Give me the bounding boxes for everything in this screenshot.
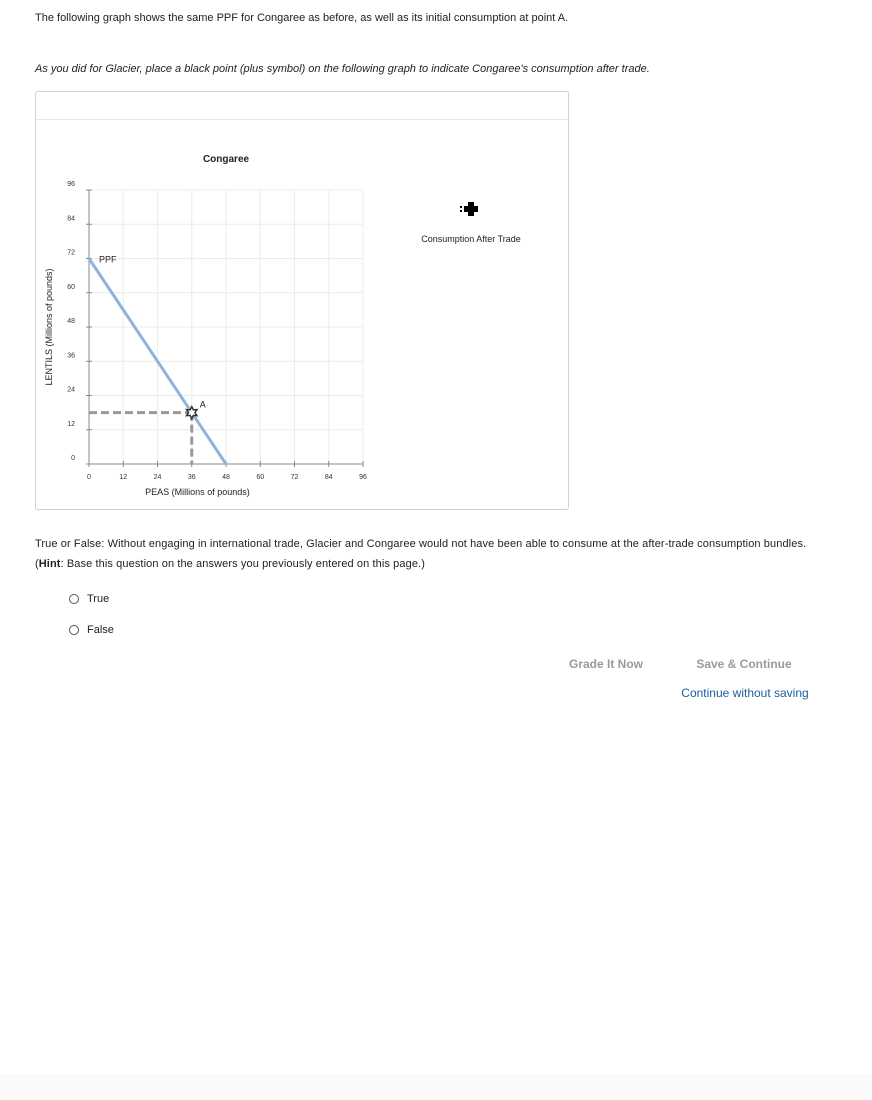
x-tick-label: 48 [222, 474, 230, 481]
grid-layer [89, 190, 363, 464]
y-tick-label: 24 [67, 386, 75, 394]
chart-title: Congaree [202, 154, 250, 165]
y-tick-label: 60 [67, 283, 75, 291]
x-tick-label: 96 [359, 474, 367, 481]
palette-item-label: Consumption After Trade [421, 234, 521, 244]
radio-true-icon[interactable] [69, 594, 79, 604]
intro-text: The following graph shows the same PPF for Congaree as before, as well as its initial consumption at point A. [35, 12, 569, 24]
x-tick-label: 24 [153, 474, 162, 481]
chart-svg[interactable] [36, 92, 570, 511]
y-axis-label: LENTILS (Millions of pounds) [44, 268, 54, 386]
bottom-strip [0, 1074, 872, 1100]
question-suffix: : Base this question on the answers you previously entered on this page.) [60, 558, 425, 570]
x-tick-label: 36 [187, 474, 196, 481]
y-tick-label: 96 [67, 181, 75, 188]
grade-it-now-button[interactable]: Grade It Now [568, 657, 643, 671]
x-tick-label: 72 [290, 474, 299, 481]
axis-layer [44, 154, 367, 497]
option-true[interactable] [69, 593, 109, 605]
y-tick-label: 0 [71, 455, 75, 462]
radio-false-icon[interactable] [69, 625, 79, 635]
y-tick-label: 72 [67, 249, 75, 257]
x-tick-label: 0 [87, 474, 91, 481]
plus-icon-handle-top[interactable] [460, 206, 462, 208]
hint-label: Hint [38, 558, 61, 570]
continue-without-saving-link[interactable]: Continue without saving [681, 686, 809, 700]
y-tick-label: 12 [67, 420, 75, 428]
point-layer [89, 400, 206, 464]
x-tick-label: 12 [119, 474, 128, 481]
x-tick-label: 60 [256, 474, 265, 481]
instruction-text: As you did for Glacier, place a black point (plus symbol) on the following graph to indicate Congaree's consumption after trade. [35, 63, 650, 75]
option-false-label: False [87, 624, 114, 636]
question-prefix: True or False: Without engaging in international trade, Glacier and Congaree would not have been able to consume at the after-trade consumption bundles. ( [35, 538, 807, 570]
graph-panel[interactable] [35, 91, 569, 510]
y-tick-label: 84 [67, 215, 75, 223]
plus-icon-handle-bottom[interactable] [460, 210, 462, 212]
ppf-label: PPF [99, 254, 117, 265]
question-text [35, 534, 825, 574]
option-true-label: True [87, 593, 110, 605]
x-axis-label: PEAS (Millions of pounds) [145, 487, 250, 497]
save-continue-button[interactable]: Save & Continue [696, 657, 792, 671]
option-false[interactable] [69, 624, 114, 636]
y-tick-label: 36 [67, 352, 75, 360]
plus-icon-horizontal[interactable] [464, 206, 478, 212]
y-tick-label: 48 [67, 318, 75, 325]
palette-layer [421, 202, 521, 244]
palette-plus-tool[interactable] [460, 202, 478, 216]
point-a-label: A [199, 399, 206, 410]
x-tick-label: 84 [324, 474, 333, 481]
